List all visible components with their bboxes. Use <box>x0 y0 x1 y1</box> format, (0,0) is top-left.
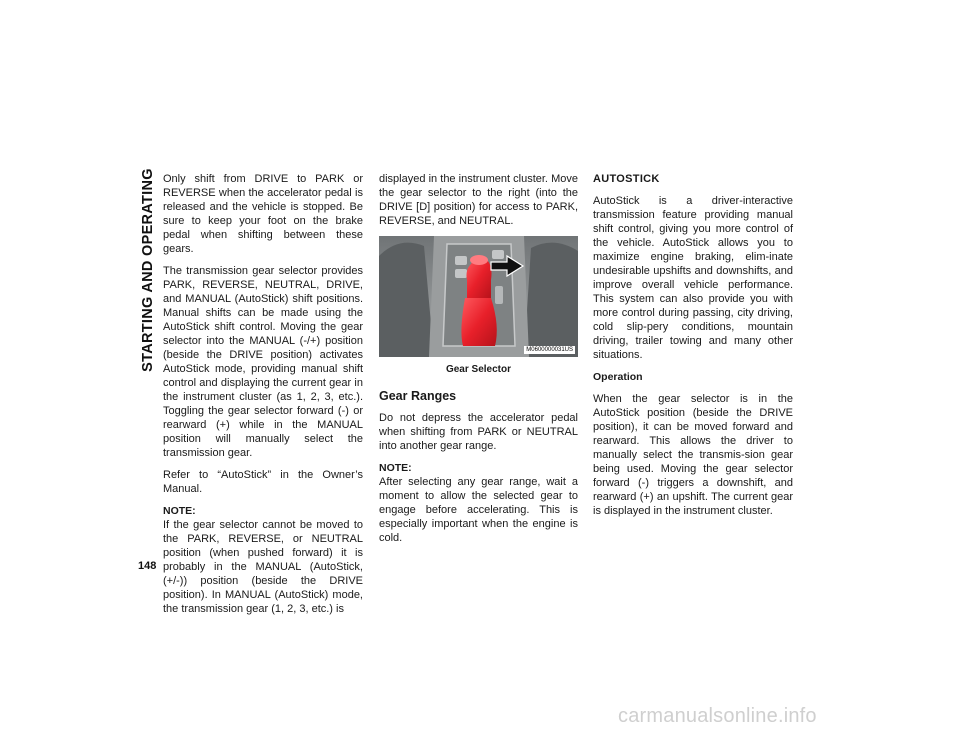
paragraph: AutoStick is a driver-interactive transmission feature providing manual shift control, giving you more control of the vehicle. AutoStick allows you to maximize engine braking, elim-inate undesirable upshifts and downshifts, and improve overall vehicle performance. This system can also provide you with more control during passing, city driving, cold slip-pery conditions, mountain driving, trailer towing and many other situations. <box>593 195 793 361</box>
page-number: 148 <box>138 560 157 572</box>
note-text: After selecting any gear range, wait a moment to allow the selected gear to engage before accelerating. This is especially important when the engine is cold. <box>379 476 578 544</box>
paragraph: The transmission gear selector provides PARK, REVERSE, NEUTRAL, DRIVE, and MANUAL (AutoStick) shift positions. Manual shifts can be made using the AutoStick shift control. Moving the gear selector into the MANUAL (-/+) position (beside the DRIVE position) activates AutoStick mode, providing manual shift control and displaying the current gear in the instrument cluster (as 1, 2, 3, etc.). Toggling the gear selector forward (-) or rearward (+) while in the MANUAL position will manually select the transmission gear. <box>163 265 363 459</box>
subsection-heading: Operation <box>593 371 643 383</box>
watermark: carmanualsonline.info <box>618 705 817 727</box>
note <box>379 461 578 545</box>
column-1 <box>163 172 363 616</box>
note-label: NOTE: <box>163 505 196 517</box>
column-3 <box>593 172 793 526</box>
section-heading: Gear Ranges <box>379 389 457 403</box>
gear-selector-illustration <box>379 236 578 357</box>
figure-code: M0600000031US <box>526 347 573 353</box>
note-label: NOTE: <box>379 462 412 474</box>
paragraph: When the gear selector is in the AutoStick position (beside the DRIVE position), it can be moved forward and rearward. This allows the driver to manually select the transmis-sion gear being used. Moving the gear selector forward (-) triggers a downshift, and rearward (+) an upshift. The current gear is displayed in the instrument cluster. <box>593 393 793 517</box>
note-text: If the gear selector cannot be moved to the PARK, REVERSE, or NEUTRAL position (when pushed forward) it is probably in the MANUAL (AutoStick, (+/-)) position (beside the DRIVE position). In MANUAL (AutoStick) mode, the transmission gear (1, 2, 3, etc.) is <box>163 519 363 615</box>
note <box>163 504 363 616</box>
paragraph: Only shift from DRIVE to PARK or REVERSE when the accelerator pedal is released and the vehicle is stopped. Be sure to keep your foot on the brake pedal when shifting between these gears. <box>163 173 363 255</box>
gear-selector-figure <box>379 236 578 357</box>
column-2 <box>379 172 578 553</box>
paragraph: Refer to “AutoStick” in the Owner’s Manual. <box>163 469 363 495</box>
paragraph: Do not depress the accelerator pedal when shifting from PARK or NEUTRAL into another gear range. <box>379 412 578 452</box>
section-heading: AUTOSTICK <box>593 173 660 185</box>
figure-caption: Gear Selector <box>445 364 512 375</box>
paragraph: displayed in the instrument cluster. Move the gear selector to the right (into the DRIVE [D] position) for access to PARK, REVERSE, and NEUTRAL. <box>379 173 578 227</box>
section-tab <box>138 168 158 372</box>
section-tab-label: STARTING AND OPERATING <box>140 168 157 372</box>
